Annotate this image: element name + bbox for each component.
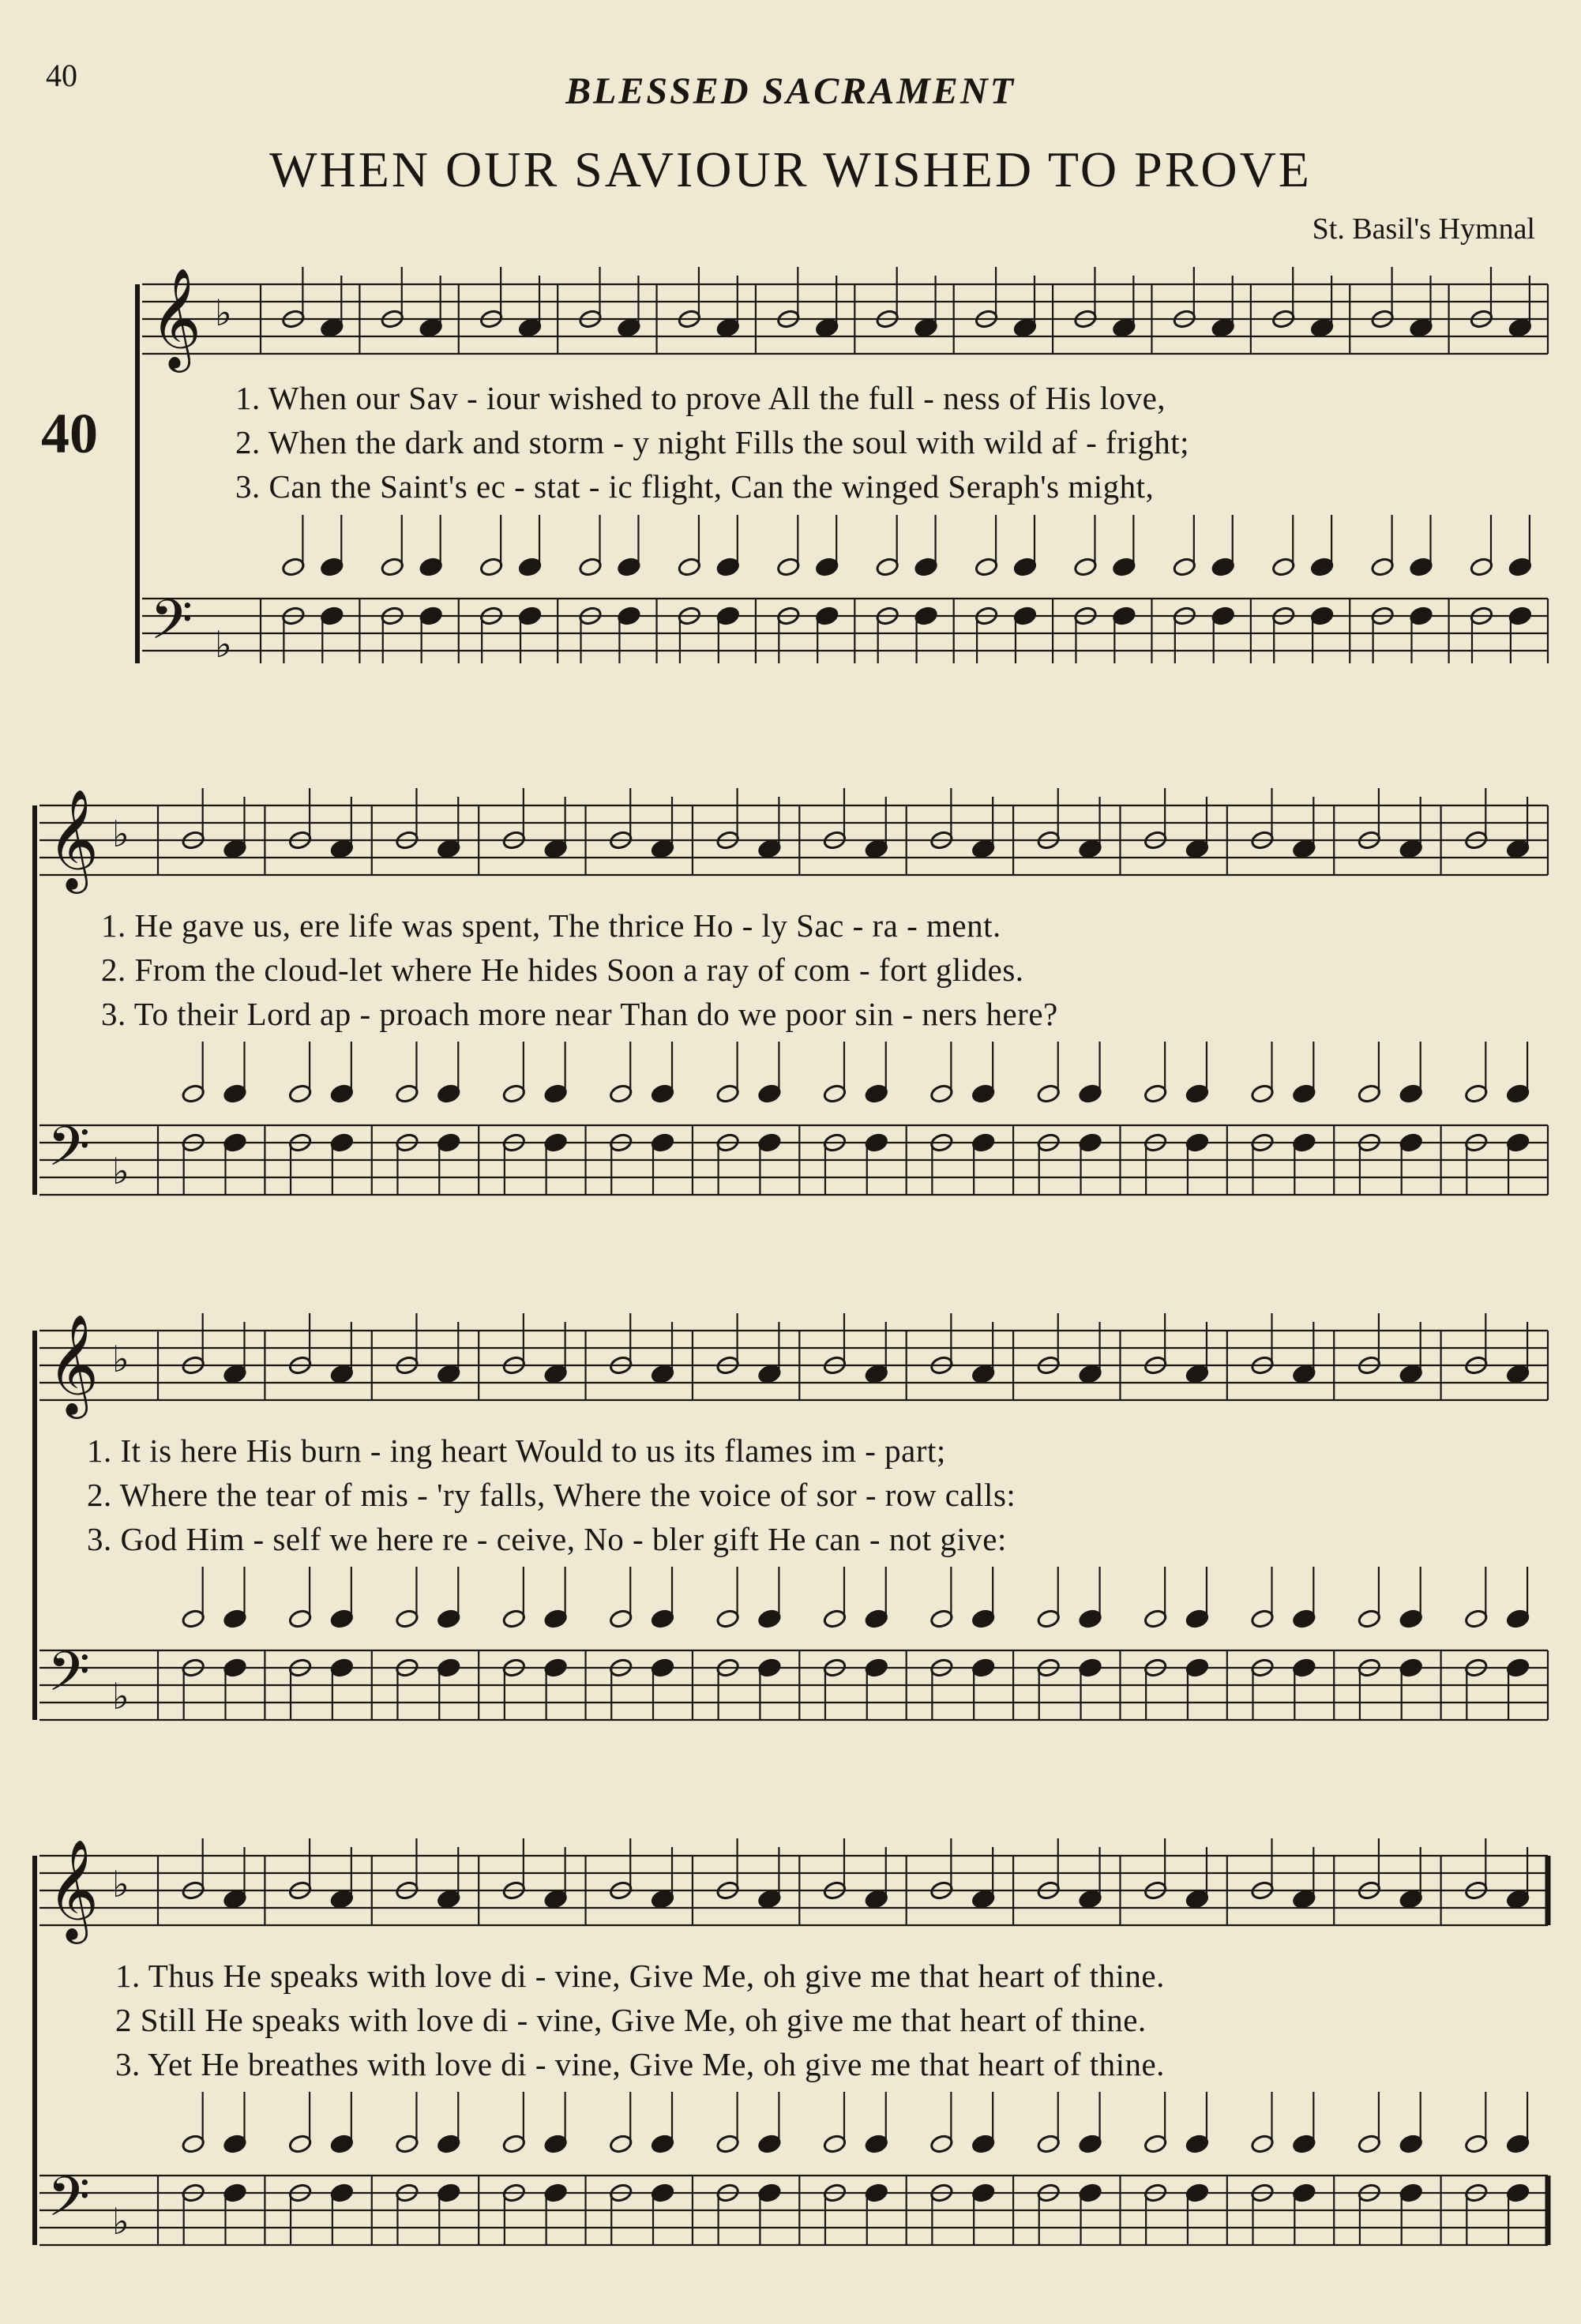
note-head [1073, 606, 1098, 663]
note-head [1506, 1132, 1530, 1195]
note-head [419, 515, 443, 577]
bass-clef-icon: 𝄢 [150, 588, 193, 663]
note-head [914, 515, 938, 577]
note-head [1211, 606, 1235, 663]
note-head [1506, 2183, 1530, 2245]
note-head [281, 515, 306, 577]
bass-clef-icon: 𝄢 [47, 1639, 91, 1717]
note-head [617, 606, 641, 663]
note-head [288, 1567, 313, 1629]
note-head [815, 515, 839, 577]
note-head [875, 606, 899, 663]
note-head [757, 2092, 782, 2154]
note-head [1185, 2092, 1210, 2154]
note-head [1078, 1567, 1102, 1629]
lyric-verse-3: 3. God Him - self we here re - ceive, No - bler gift He can - not give: [87, 1521, 1007, 1557]
note-head [223, 1567, 247, 1629]
note-head [1013, 515, 1038, 577]
lyric-verse-2: 2. Where the tear of mis - 'ry falls, Where the voice of sor - row calls: [87, 1477, 1016, 1513]
note-head [578, 515, 603, 577]
note-head [823, 2092, 847, 2154]
note-head [1399, 2183, 1423, 2245]
bass-clef-icon: 𝄢 [47, 1114, 91, 1192]
note-head [1078, 1042, 1102, 1104]
note-head [330, 1658, 355, 1720]
note-head [281, 606, 306, 663]
note-head [864, 1132, 888, 1195]
note-head [437, 1132, 461, 1195]
note-head [1506, 2092, 1530, 2154]
note-head [1078, 2092, 1102, 2154]
note-head [776, 515, 801, 577]
hymn-title: WHEN OUR SAVIOUR WISHED TO PROVE [269, 141, 1312, 197]
note-head [971, 1567, 996, 1629]
note-head [181, 1567, 205, 1629]
note-head [395, 1567, 419, 1629]
note-head [479, 515, 504, 577]
note-head [1185, 1132, 1210, 1195]
note-head [651, 1042, 675, 1104]
note-head [437, 1042, 461, 1104]
note-head [971, 2183, 996, 2245]
bass-staff [39, 1650, 1548, 1720]
note-head [330, 1132, 355, 1195]
note-head [330, 2092, 355, 2154]
flat-icon: ♭ [215, 291, 232, 334]
note-head [875, 515, 899, 577]
note-head [1358, 1567, 1382, 1629]
note-head [437, 1567, 461, 1629]
note-head [757, 1567, 782, 1629]
flat-icon: ♭ [112, 1150, 130, 1192]
note-head [1370, 606, 1395, 663]
note-head [1399, 1132, 1423, 1195]
note-head [437, 2183, 461, 2245]
note-head [518, 606, 543, 663]
note-head [1185, 1658, 1210, 1720]
note-head [518, 515, 543, 577]
music-system-4 [24, 1808, 1556, 2282]
note-head [914, 606, 938, 663]
note-head [543, 1042, 568, 1104]
note-head [479, 606, 504, 663]
treble-clef-icon: 𝄞 [47, 1313, 100, 1414]
note-head [1508, 606, 1533, 663]
treble-staff [39, 1331, 1548, 1400]
flat-icon: ♭ [112, 1675, 130, 1718]
note-head [1470, 606, 1494, 663]
note-head [1310, 515, 1335, 577]
note-head [1144, 2092, 1168, 2154]
note-head [975, 606, 999, 663]
note-head [320, 515, 344, 577]
page-number: 40 [46, 58, 77, 93]
note-head [1399, 1567, 1423, 1629]
note-head [1292, 1658, 1316, 1720]
note-head [929, 1042, 954, 1104]
note-head [757, 2183, 782, 2245]
music-system-1 [24, 237, 1556, 663]
note-head [716, 515, 741, 577]
lyric-verse-1: 1. He gave us, ere life was spent, The thrice Ho - ly Sac - ra - ment. [101, 907, 1001, 944]
treble-staff [142, 284, 1548, 354]
note-head [678, 606, 702, 663]
note-head [1409, 606, 1433, 663]
note-head [380, 515, 404, 577]
note-head [181, 2092, 205, 2154]
lyric-verse-1: 1. Thus He speaks with love di - vine, Give Me, oh give me that heart of thine. [115, 1958, 1165, 1994]
lyric-verse-2: 2. From the cloud-let where He hides Soon a ray of com - fort glides. [101, 952, 1024, 988]
note-head [651, 2092, 675, 2154]
hymn-number: 40 [41, 402, 98, 465]
lyric-verse-1: 1. When our Sav - iour wished to prove All the full - ness of His love, [235, 380, 1166, 416]
note-head [1310, 606, 1335, 663]
note-head [715, 2092, 740, 2154]
lyric-verse-2: 2. When the dark and storm - y night Fills the soul with wild af - fright; [235, 424, 1190, 460]
note-head [864, 2183, 888, 2245]
note-head [419, 606, 443, 663]
note-head [864, 1567, 888, 1629]
note-head [1292, 2183, 1316, 2245]
note-head [609, 2092, 633, 2154]
note-head [776, 606, 801, 663]
note-head [543, 2183, 568, 2245]
note-head [971, 1042, 996, 1104]
note-head [395, 1042, 419, 1104]
note-head [1144, 1042, 1168, 1104]
lyric-verse-3: 3. Can the Saint's ec - stat - ic flight, Can the winged Seraph's might, [235, 468, 1155, 505]
note-head [1078, 1132, 1102, 1195]
note-head [1506, 1658, 1530, 1720]
music-system-2 [24, 758, 1556, 1200]
note-head [1078, 2183, 1102, 2245]
note-head [543, 2092, 568, 2154]
note-head [320, 606, 344, 663]
note-head [1358, 1042, 1382, 1104]
flat-icon: ♭ [112, 1863, 130, 1905]
note-head [1185, 2183, 1210, 2245]
note-head [502, 2092, 527, 2154]
treble-clef-icon: 𝄞 [47, 788, 100, 889]
note-head [715, 1567, 740, 1629]
note-head [1292, 2092, 1316, 2154]
note-head [757, 1042, 782, 1104]
note-head [971, 1132, 996, 1195]
note-head [543, 1567, 568, 1629]
bass-staff [142, 599, 1548, 663]
note-head [678, 515, 702, 577]
note-head [1185, 1567, 1210, 1629]
note-head [1464, 1567, 1489, 1629]
note-head [578, 606, 603, 663]
flat-icon: ♭ [215, 623, 232, 663]
lyric-verse-3: 3. Yet He breathes with love di - vine, Give Me, oh give me that heart of thine. [115, 2046, 1165, 2082]
flat-icon: ♭ [112, 1338, 130, 1380]
attribution: St. Basil's Hymnal [1312, 212, 1535, 246]
note-head [1292, 1042, 1316, 1104]
note-head [971, 1658, 996, 1720]
note-head [757, 1132, 782, 1195]
treble-staff [39, 805, 1548, 875]
note-head [1292, 1132, 1316, 1195]
note-head [502, 1042, 527, 1104]
note-head [380, 606, 404, 663]
note-head [330, 2183, 355, 2245]
treble-clef-icon: 𝄞 [47, 1838, 100, 1939]
note-head [715, 1042, 740, 1104]
note-head [1211, 515, 1235, 577]
note-head [223, 2183, 247, 2245]
note-head [1508, 515, 1533, 577]
note-head [757, 1658, 782, 1720]
note-head [181, 1042, 205, 1104]
note-head [1399, 2092, 1423, 2154]
note-head [1399, 1042, 1423, 1104]
note-head [864, 2092, 888, 2154]
note-head [1358, 2092, 1382, 2154]
bass-clef-icon: 𝄢 [47, 2164, 91, 2242]
note-head [609, 1042, 633, 1104]
note-head [1399, 1658, 1423, 1720]
note-head [1036, 1042, 1061, 1104]
note-head [1185, 1042, 1210, 1104]
flat-icon: ♭ [112, 813, 130, 855]
note-head [1464, 2092, 1489, 2154]
note-head [1112, 515, 1136, 577]
note-head [1470, 515, 1494, 577]
note-head [395, 2092, 419, 2154]
note-head [437, 2092, 461, 2154]
note-head [864, 1042, 888, 1104]
lyric-verse-3: 3. To their Lord ap - proach more near Than do we poor sin - ners here? [101, 996, 1058, 1032]
note-head [864, 1658, 888, 1720]
music-system-3 [24, 1283, 1556, 1725]
note-head [1271, 515, 1296, 577]
treble-staff [39, 1856, 1548, 1925]
note-head [330, 1567, 355, 1629]
note-head [1173, 515, 1197, 577]
note-head [651, 2183, 675, 2245]
running-head: BLESSED SACRAMENT [565, 70, 1016, 112]
note-head [543, 1132, 568, 1195]
note-head [1144, 1567, 1168, 1629]
note-head [1506, 1042, 1530, 1104]
treble-clef-icon: 𝄞 [150, 267, 202, 368]
note-head [330, 1042, 355, 1104]
flat-icon: ♭ [112, 2200, 130, 2243]
note-head [975, 515, 999, 577]
note-head [1292, 1567, 1316, 1629]
note-head [617, 515, 641, 577]
note-head [1250, 2092, 1275, 2154]
note-head [1464, 1042, 1489, 1104]
note-head [1036, 2092, 1061, 2154]
note-head [823, 1042, 847, 1104]
note-head [716, 606, 741, 663]
note-head [1250, 1567, 1275, 1629]
note-head [1173, 606, 1197, 663]
bass-staff [39, 2176, 1548, 2245]
note-head [1112, 606, 1136, 663]
note-head [502, 1567, 527, 1629]
note-head [223, 1042, 247, 1104]
note-head [651, 1132, 675, 1195]
note-head [1271, 606, 1296, 663]
note-head [1370, 515, 1395, 577]
note-head [1078, 1658, 1102, 1720]
note-head [609, 1567, 633, 1629]
note-head [651, 1658, 675, 1720]
note-head [437, 1658, 461, 1720]
note-head [223, 1132, 247, 1195]
note-head [223, 1658, 247, 1720]
note-head [1506, 1567, 1530, 1629]
note-head [543, 1658, 568, 1720]
note-head [971, 2092, 996, 2154]
note-head [823, 1567, 847, 1629]
note-head [288, 1042, 313, 1104]
note-head [815, 606, 839, 663]
note-head [1013, 606, 1038, 663]
note-head [929, 1567, 954, 1629]
bass-staff [39, 1125, 1548, 1195]
note-head [288, 2092, 313, 2154]
lyric-verse-1: 1. It is here His burn - ing heart Would to us its flames im - part; [87, 1432, 946, 1469]
note-head [651, 1567, 675, 1629]
lyric-verse-2: 2 Still He speaks with love di - vine, Give Me, oh give me that heart of thine. [115, 2002, 1147, 2038]
note-head [1036, 1567, 1061, 1629]
note-head [1409, 515, 1433, 577]
note-head [929, 2092, 954, 2154]
note-head [1073, 515, 1098, 577]
note-head [223, 2092, 247, 2154]
note-head [1250, 1042, 1275, 1104]
